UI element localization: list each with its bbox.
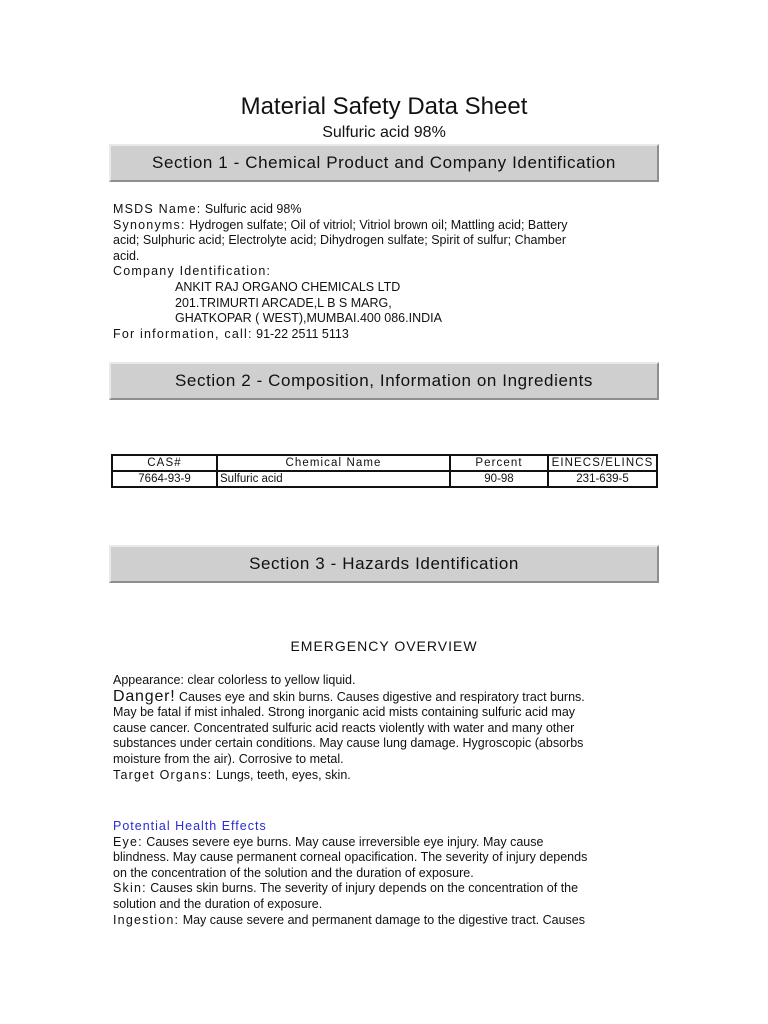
- msds-name-label: MSDS Name:: [113, 202, 202, 216]
- document-title: Material Safety Data Sheet: [240, 93, 528, 120]
- eye-text: Causes severe eye burns. May cause irreversible eye injury. May cause: [142, 834, 544, 849]
- table-row: [112, 471, 657, 487]
- company-address: GHATKOPAR ( WEST),MUMBAI.400 086.INDIA: [175, 311, 442, 326]
- ingestion-text: May cause severe and permanent damage to the digestive tract. Causes: [179, 912, 585, 927]
- synonyms-label: Synonyms:: [113, 217, 186, 232]
- danger-text-line: cause cancer. Concentrated sulfuric acid reacts violently with water and many other: [113, 720, 575, 735]
- health-effects-body: [113, 819, 658, 928]
- cell-percent: 90-98: [450, 471, 548, 487]
- column-header-einecs: EINECS/ELINCS: [548, 455, 657, 471]
- table-header-row: [112, 455, 657, 471]
- skin-text-line: solution and the duration of exposure.: [113, 896, 323, 911]
- cell-einecs: 231-639-5: [548, 471, 657, 487]
- eye-line: [113, 835, 658, 851]
- synonyms-line: acid; Sulphuric acid; Electrolyte acid; Dihydrogen sulfate; Spirit of sulfur; Chamber: [113, 233, 566, 248]
- cell-cas: 7664-93-9: [112, 471, 217, 487]
- skin-label: Skin:: [113, 881, 147, 896]
- msds-name-line: [113, 202, 658, 218]
- contact-label: For information, call:: [113, 326, 253, 341]
- danger-text: Causes eye and skin burns. Causes digestive and respiratory tract burns.: [175, 689, 585, 704]
- eye-label: Eye:: [113, 834, 143, 849]
- section-2-heading: Section 2 - Composition, Information on Ingredients: [109, 362, 659, 400]
- skin-text: Causes skin burns. The severity of injury depends on the concentration of the: [146, 881, 579, 896]
- document-subtitle: Sulfuric acid 98%: [322, 124, 446, 141]
- target-organs-value: Lungs, teeth, eyes, skin.: [212, 767, 351, 782]
- company-identification-label: Company Identification:: [113, 264, 272, 279]
- contact-line: [113, 327, 658, 343]
- synonyms-value: Hydrogen sulfate; Oil of vitriol; Vitriol brown oil; Mattling acid; Battery: [185, 217, 568, 232]
- skin-line: [113, 881, 658, 897]
- danger-text-line: May be fatal if mist inhaled. Strong inorganic acid mists containing sulfuric acid may: [113, 705, 576, 720]
- section-1-heading: Section 1 - Chemical Product and Company Identification: [109, 144, 659, 182]
- potential-health-effects-heading: Potential Health Effects: [113, 819, 267, 833]
- column-header-percent: Percent: [450, 455, 548, 471]
- target-organs-label: Target Organs:: [113, 767, 213, 782]
- appearance-line: Appearance: clear colorless to yellow liquid.: [113, 673, 356, 687]
- section-3-heading: Section 3 - Hazards Identification: [109, 545, 659, 583]
- company-address: 201.TRIMURTI ARCADE,L B S MARG,: [175, 295, 392, 310]
- danger-text-line: substances under certain conditions. May cause lung damage. Hygroscopic (absorbs: [113, 736, 584, 751]
- danger-line: [113, 689, 658, 706]
- danger-text-line: moisture from the air). Corrosive to metal.: [113, 751, 344, 766]
- eye-text-line: on the concentration of the solution and the duration of exposure.: [113, 865, 474, 880]
- synonyms-line: acid.: [113, 248, 140, 263]
- synonyms-line: [113, 218, 658, 234]
- composition-table: [111, 454, 658, 488]
- column-header-chemical-name: Chemical Name: [217, 455, 450, 471]
- cell-chemical-name: Sulfuric acid: [217, 471, 450, 487]
- target-organs-line: [113, 768, 658, 784]
- emergency-overview-body: [113, 673, 658, 783]
- eye-text-line: blindness. May cause permanent corneal opacification. The severity of injury depends: [113, 850, 588, 865]
- company-name: ANKIT RAJ ORGANO CHEMICALS LTD: [175, 279, 401, 294]
- ingestion-label: Ingestion:: [113, 912, 180, 927]
- danger-word: Danger!: [113, 687, 176, 705]
- msds-name-value: Sulfuric acid 98%: [201, 202, 302, 216]
- emergency-overview-title: EMERGENCY OVERVIEW: [290, 638, 478, 654]
- section-1-body: [113, 202, 658, 342]
- column-header-cas: CAS#: [112, 455, 217, 471]
- ingestion-line: [113, 913, 658, 929]
- contact-phone: 91-22 2511 5113: [252, 326, 349, 341]
